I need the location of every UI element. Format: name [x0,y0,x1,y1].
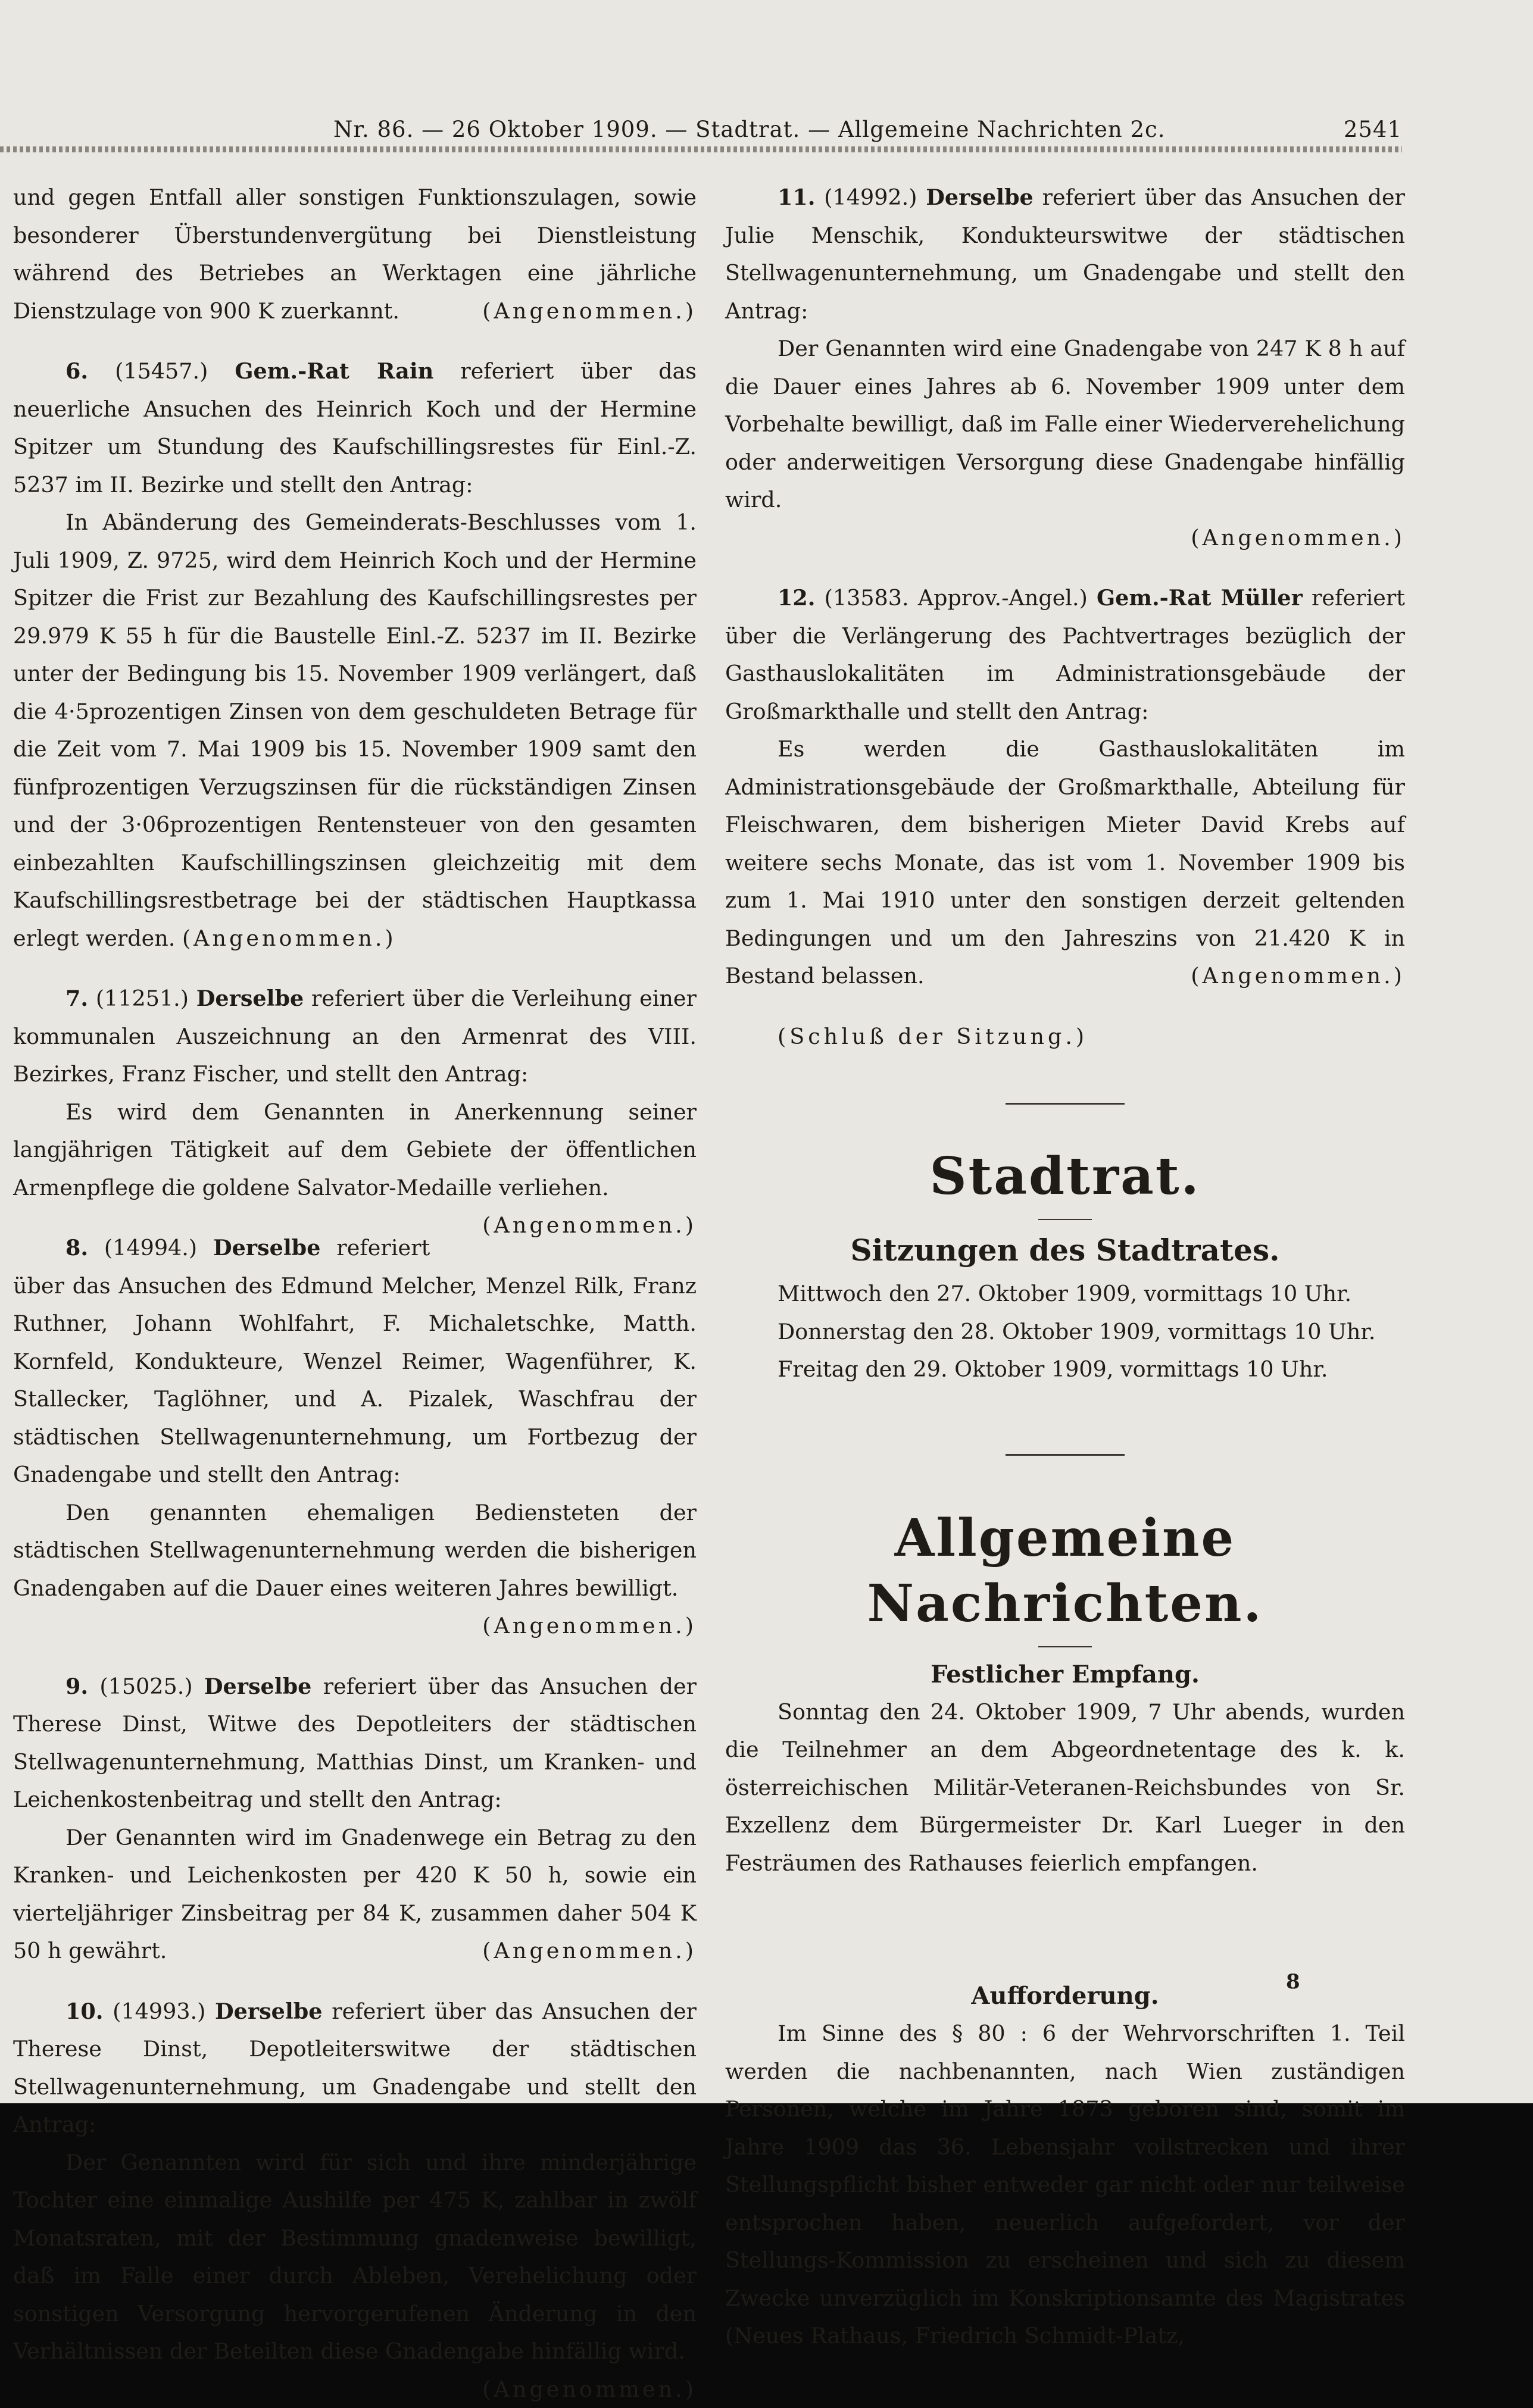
item-text: referiert über das Ansuchen der Therese Dinst, Depotleiterswitwe der städtischen Stellwagenunternehmung, um Gnadengabe und stellt den Antrag: [13,1999,697,2138]
item-reference: (14992.) [824,184,917,210]
session-closing [725,1018,1405,1056]
item-7 [13,980,697,1093]
motion-text: In Abänderung des Gemeinderats-Beschlusses vom 1. Juli 1909, Z. 9725, wird dem Heinrich Koch und der Hermine Spitzer die Frist zur Bezahlung des Kaufschillingsrestes per 29.979 K 55 h für die Baustelle Einl.-Z. 5237 im II. Bezirke unter der Bedingung bis 15. November 1909 verlängert, daß die 4·5prozentigen Zinsen von dem geschuldeten Betrage für die Zeit vom 7. Mai 1909 bis 15. November 1909 samt den fünfprozentigen Verzugszinsen für die rückständigen Zinsen und der 3·06prozentigen Rentensteuer von den gesamten einbezahlten Kaufschillingszinsen gleichzeitig mit dem Kaufschillingsrestbetrage bei der städtischen Hauptkassa erlegt werden. [13,509,697,951]
item-text: referiert über das neuerliche Ansuchen des Heinrich Koch und der Hermine Spitzer um Stundung des Kaufschillingsrestes für Einl.-Z. 5237 im II. Bezirke und stellt den Antrag: [13,358,697,498]
item-7-motion [13,1093,697,1207]
sheet-mark: 8 [1286,1970,1300,1994]
item-speaker: Derselbe [215,1999,323,2024]
angenommen-mark: (Angenommen.) [430,2371,697,2408]
item-number: 10. [65,1999,104,2024]
item-number: 11. [778,184,816,210]
item-speaker: Derselbe [213,1235,321,1261]
angenommen-mark: (Angenommen.) [725,519,1405,557]
header-text: Nr. 86. — 26 Oktober 1909. — Stadtrat. — Allgemeine Nachrichten 2c. [333,117,1166,142]
item-text: referiert über das Ansuchen des Edmund Melcher, Menzel Rilk, Franz Ruthner, Johann Wohlfahrt, F. Michaletschke, Matth. Kornfeld, Kondukteure, Wenzel Reimer, Wagenführer, K. Stallecker, Taglöhner, und A. Pizalek, Waschfrau der städtischen Stellwagenunternehmung, um Fortbezug der Gnadengabe und stellt den Antrag: [13,1235,697,1487]
section-title-allgemeine-nachrichten: Allgemeine Nachrichten. [725,1506,1405,1637]
item-12-motion [725,730,1405,995]
item-10 [13,1993,697,2144]
angenommen-mark: (Angenommen.) [482,292,697,330]
item-reference: (14994.) [104,1235,197,1261]
item-10-motion [13,2144,697,2371]
motion-text: Der Genannten wird eine Gnadengabe von 247 K 8 h auf die Dauer eines Jahres ab 6. November 1909 unter dem Vorbehalte bewilligt, daß im Falle einer Wiederverehelichung oder anderweitigen Versorgung diese Gnadengabe hinfällig wird. [725,336,1405,512]
article-title-aufforderung: Aufforderung. [725,1977,1405,2015]
item-9-motion [13,1819,697,1970]
angenommen-mark: (Angenommen.) [182,925,396,951]
item-speaker: Derselbe [196,986,304,1011]
article-text-empfang: Sonntag den 24. Oktober 1909, 7 Uhr abends, wurden die Teilnehmer an dem Abgeordnetentage des k. k. österreichischen Militär-Veteranen-Reichsbundes von Sr. Exzellenz dem Bürgermeister Dr. Karl Lueger in den Festräumen des Rathauses feierlich empfangen. [725,1693,1405,1882]
item-6-motion [13,504,697,957]
motion-text: Es werden die Gasthauslokalitäten im Administrationsgebäude der Großmarkthalle, Abteilung für Fleischwaren, dem bisherigen Mieter David Krebs auf weitere sechs Monate, das ist vom 1. November 1909 bis zum 1. Mai 1910 unter den sonstigen derzeit geltenden Bedingungen und um den Jahreszins von 21.420 K in Bestand belassen. [725,736,1405,989]
header-rule [0,146,1402,152]
item-reference: (13583. Approv.-Angel.) [825,585,1088,611]
item-9 [13,1668,697,1819]
right-column [725,179,1405,2355]
item-8-motion [13,1494,697,1608]
article-text-aufforderung: Im Sinne des § 80 : 6 der Wehrvorschriften 1. Teil werden die nachbenannten, nach Wien zuständigen Personen, welche im Jahre 1873 geboren sind, somit im Jahre 1909 das 36. Lebensjahr vollstrecken und ihrer Stellungspflicht bisher entweder gar nicht oder nur teilweise entsprochen haben, neuerlich aufgefordert, vor der Stellungs-Kommission zu erscheinen und sich zu diesem Zwecke unverzüglich im Konskriptionsamte des Magistrates (Neues Rathaus, Friedrich Schmidt-Platz, [725,2015,1405,2355]
sitzung-line: Donnerstag den 28. Oktober 1909, vormittags 10 Uhr. [725,1313,1405,1351]
paragraph-text: und gegen Entfall aller sonstigen Funktionszulagen, sowie besonderer Überstundenvergütung bei Dienstleistung während des Betriebes an Werktagen eine jährliche Dienstzulage von 900 K zuerkannt. [13,184,697,324]
motion-text: Der Genannten wird im Gnadenwege ein Betrag zu den Kranken- und Leichenkosten per 420 K 50 h, sowie ein vierteljähriger Zinsbeitrag per 84 K, zusammen daher 504 K 50 h gewährt. [13,1825,697,1964]
item-12 [725,579,1405,730]
item-speaker: Derselbe [204,1674,312,1699]
item-number: 9. [65,1674,88,1699]
motion-text: Den genannten ehemaligen Bediensteten der städtischen Stellwagenunternehmung werden die bisherigen Gnadengaben auf die Dauer eines weiteren Jahres bewilligt. [13,1500,697,1601]
item-text: referiert über die Verleihung einer kommunalen Auszeichnung an den Armenrat des VIII. Bezirkes, Franz Fischer, und stellt den Antrag: [13,986,697,1087]
angenommen-mark: (Angenommen.) [430,1206,697,1244]
article-title-empfang: Festlicher Empfang. [725,1656,1405,1693]
motion-text: Es wird dem Genannten in Anerkennung seiner langjährigen Tätigkeit auf dem Gebiete der öffentlichen Armenpflege die goldene Salvator-Medaille verliehen. [13,1099,697,1200]
item-11-motion [725,330,1405,519]
item-6 [13,352,697,504]
item-reference: (15025.) [99,1674,192,1699]
item-text: referiert über die Verlängerung des Pachtvertrages bezüglich der Gasthauslokalitäten im Administrationsgebäude der Großmarkthalle und stellt den Antrag: [725,585,1405,724]
item-number: 7. [65,986,88,1011]
motion-text: Der Genannten wird für sich und ihre minderjährige Tochter eine einmalige Aushilfe per 475 K, zahlbar in zwölf Monatsraten, mit der Bestimmung gnadenweise bewilligt, daß im Falle einer durch Ableben, Verehelichung oder sonstigen Versorgung hervorgerufenen Änderung in den Verhältnissen der Beteilten diese Gnadengabe hinfällig wird. [13,2150,697,2365]
paragraph-continued [13,179,697,330]
item-speaker: Gem.-Rat Rain [235,358,433,384]
item-speaker: Derselbe [926,184,1034,210]
section-title-stadtrat: Stadtrat. [725,1144,1405,1209]
sitzung-line: Mittwoch den 27. Oktober 1909, vormittags 10 Uhr. [725,1275,1405,1313]
item-number: 12. [778,585,816,611]
angenommen-mark: (Angenommen.) [1138,957,1405,995]
item-8 [13,1229,697,1494]
item-text: referiert über das Ansuchen der Therese Dinst, Witwe des Depotleiters der städtischen Stellwagenunternehmung, Matthias Dinst, um Kranken- und Leichenkostenbeitrag und stellt den Antrag: [13,1674,697,1813]
page-number: 2541 [1344,117,1402,142]
sitzung-line: Freitag den 29. Oktober 1909, vormittags 10 Uhr. [725,1350,1405,1388]
item-reference: (14993.) [113,1999,205,2024]
angenommen-mark: (Angenommen.) [13,1607,697,1645]
item-reference: (15457.) [115,358,208,384]
item-reference: (11251.) [96,986,189,1011]
item-number: 8. [65,1235,88,1261]
item-speaker: Gem.-Rat Müller [1097,585,1303,611]
closing-text: (Schluß der Sitzung.) [778,1024,1088,1049]
left-column [13,179,697,2408]
item-11 [725,179,1405,330]
item-text: referiert über das Ansuchen der Julie Menschik, Kondukteurswitwe der städtischen Stellwagenunternehmung, um Gnadengabe und stellt den Antrag: [725,184,1405,324]
item-number: 6. [65,358,88,384]
angenommen-mark: (Angenommen.) [430,1932,697,1970]
subsection-title-sitzungen: Sitzungen des Stadtrates. [725,1230,1405,1271]
